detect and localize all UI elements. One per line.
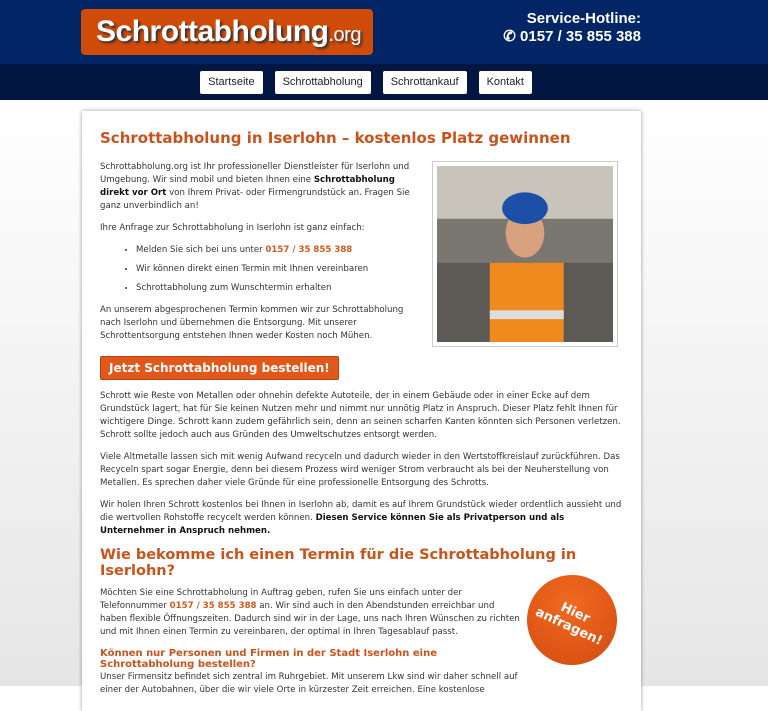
order-button[interactable]: Jetzt Schrottabholung bestellen! — [100, 356, 339, 380]
nav-kontakt[interactable]: Kontakt — [479, 71, 532, 94]
list-item: • Schrottabholung zum Wunschtermin erhalten — [136, 282, 623, 295]
paragraph — [100, 587, 520, 639]
page-title: Schrottabholung in Iserlohn – kostenlos Platz gewinnen — [100, 129, 571, 147]
hotline-label: Service-Hotline: — [526, 10, 641, 27]
paragraph-part: an. Wir sind auch in den Abendstunden erreichbar und haben flexible Öffnungszeiten. Dadurch sind wir in der Lage, uns nach Ihren Wünschen zu richten und mit Ihnen einen Termin zu vereinbaren, der optimal in Ihren Tagesablauf passt. — [100, 601, 520, 637]
paragraph-part: Wir holen Ihren Schrott kostenlos bei Ihnen in Iserlohn ab, damit es auf Ihrem Grundstück wieder ordentlich aussieht und die wertvollen Rohstoffe recycelt werden können. — [100, 500, 622, 523]
main-nav — [0, 64, 768, 100]
step-text: Melden Sie sich bei uns unter — [136, 245, 266, 255]
phone-link[interactable]: 0157 / 35 855 388 — [169, 601, 257, 611]
paragraph — [100, 499, 623, 538]
termin-text: An unserem abgesprochenen Termin kommen wir zur Schrottabholung nach Iserlohn und übernehmen die Entsorgung. Mit unserer Schrottentsorgung entstehen Ihnen weder Kosten noch Mühen. — [100, 305, 404, 341]
paragraph: Unser Firmensitz befindet sich zentral im Ruhrgebiet. Mit unserem Lkw sind wir daher schnell auf einer der Autobahnen, über die wir viele Orte in kürzester Zeit erreichen. Eine kostenlose — [100, 672, 518, 695]
paragraph: Schrott wie Reste von Metallen oder ohnehin defekte Autoteile, der in einem Gebäude oder in einer Ecke auf dem Grundstück lagert, hat für Sie keinen Nutzen mehr und nimmt nur unnötig Platz in Anspruch. Dieser Platz fehlt Ihnen für wichtigere Dinge. Schrott kann zudem gefährlich sein, denn an seinen scharfen Kanten könnten sich Personen verletzen. Schrott sollte jedoch auch aus Gründen des Umweltschutzes entsorgt werden. — [100, 391, 621, 440]
content-box — [82, 111, 641, 711]
section-heading: Wie bekomme ich einen Termin für die Schrottabholung in Iserlohn? — [100, 547, 577, 579]
paragraph-part: Möchten Sie eine Schrottabholung in Auftrag geben, rufen Sie uns einfach unter der Telefonnummer — [100, 588, 462, 611]
paragraph: Viele Altmetalle lassen sich mit wenig Aufwand recyceln und dadurch wieder in den Wertstoffkreislauf zurückführen. Das Recyceln spart sogar Energie, denn bei diesem Prozess wird weniger Strom verbraucht als bei der Neuherstellung von Metallen. Es sprechen daher viele Gründe für eine professionelle Entsorgung des Schrotts. — [100, 452, 620, 488]
hotline-number[interactable]: 0157 / 35 855 388 — [520, 28, 641, 45]
service-hotline — [503, 10, 641, 46]
inquiry-badge-button[interactable]: Hier anfragen! — [512, 560, 632, 680]
intro-bold: Schrottabholung direkt vor Ort — [100, 175, 395, 198]
intro-part: von Ihrem Privat- oder Firmengrundstück an. Fragen Sie ganz unverbindlich an! — [100, 188, 410, 211]
nav-schrottabholung[interactable]: Schrottabholung — [275, 71, 371, 94]
phone-icon: ✆ — [503, 28, 516, 45]
phone-link[interactable]: 0157 / 35 855 388 — [265, 245, 353, 255]
worker-photo — [432, 161, 618, 347]
logo[interactable] — [81, 9, 373, 55]
logo-text: Schrottabholung — [96, 15, 329, 48]
intro-text — [100, 161, 415, 213]
list-item: • Wir können direkt einen Termin mit Ihnen vereinbaren — [136, 263, 623, 276]
header — [0, 0, 768, 64]
sub-heading: Können nur Personen und Firmen in der Stadt Iserlohn eine Schrottabholung bestellen? — [100, 648, 438, 670]
paragraph-bold: Diesen Service können Sie als Privatperson und als Unternehmer in Anspruch nehmen. — [100, 513, 565, 536]
nav-startseite[interactable]: Startseite — [200, 71, 262, 94]
steps-intro: Ihre Anfrage zur Schrottabholung in Iserlohn ist ganz einfach: — [100, 223, 365, 233]
nav-schrottankauf[interactable]: Schrottankauf — [383, 71, 467, 94]
intro-part: Schrottabholung.org ist Ihr professioneller Dienstleister für Iserlohn und Umgebung. Wir sind mobil und bieten Ihnen eine — [100, 162, 410, 185]
logo-tld: .org — [328, 24, 361, 46]
